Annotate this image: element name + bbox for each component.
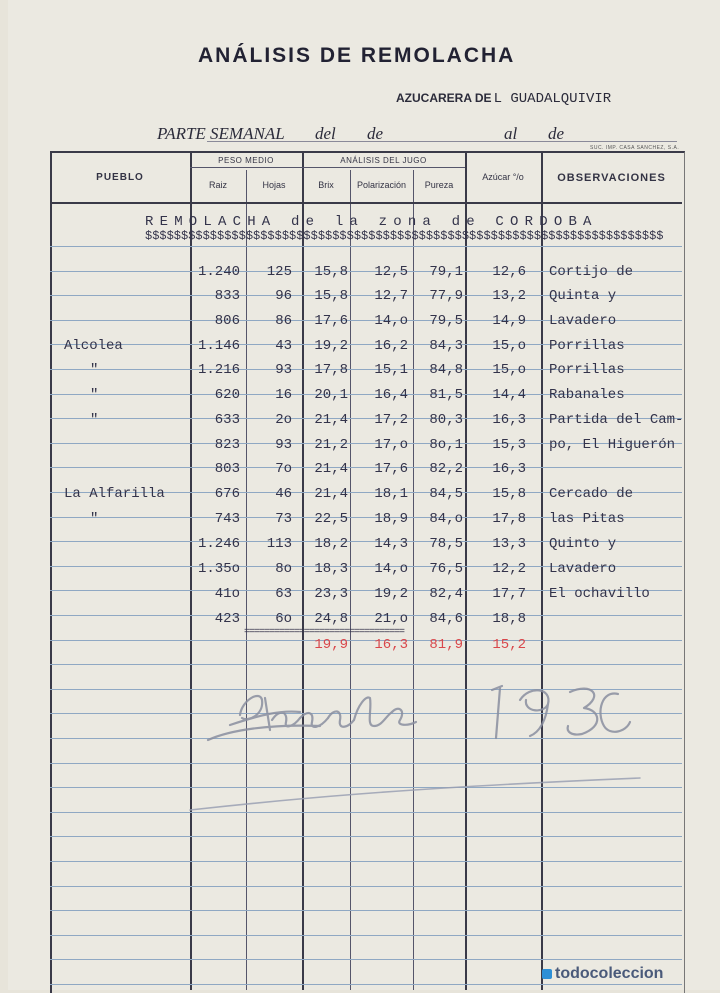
cell-pureza: 79,5 xyxy=(429,313,463,329)
cell-raiz: 620 xyxy=(214,387,240,403)
cell-pureza: 84,5 xyxy=(429,486,463,502)
cell-pureza: 8o,1 xyxy=(429,437,463,453)
header-hojas: Hojas xyxy=(262,180,286,190)
cell-obs: Lavadero xyxy=(549,561,617,577)
cell-pureza: 78,5 xyxy=(429,536,463,552)
parte-del: del xyxy=(315,124,336,143)
cell-polarizacion: 14,o xyxy=(374,561,408,577)
cell-polarizacion: 17,2 xyxy=(374,412,408,428)
cell-obs: las Pitas xyxy=(549,511,625,527)
cell-hojas: 7o xyxy=(275,461,292,477)
company-line xyxy=(396,90,611,107)
cell-hojas: 93 xyxy=(275,362,292,378)
parte-semanal-label: PARTE SEMANAL xyxy=(157,124,285,143)
cell-brix: 18,3 xyxy=(314,561,348,577)
header-observaciones: OBSERVACIONES xyxy=(557,172,666,184)
cell-pureza: 84,6 xyxy=(429,611,463,627)
parte-al: al xyxy=(504,124,518,143)
header-bottom-line xyxy=(50,202,682,204)
parte-de-2: de xyxy=(548,124,565,143)
cell-polarizacion: 21,o xyxy=(374,611,408,627)
cell-polarizacion: 17,6 xyxy=(374,461,408,477)
avg-pureza: 81,9 xyxy=(429,637,463,653)
cell-azucar: 14,9 xyxy=(492,313,526,329)
header-polarizacion: Polarización xyxy=(356,180,407,190)
cell-pureza: 84,3 xyxy=(429,338,463,354)
header-brix: Brix xyxy=(318,180,334,190)
header-peso-medio: PESO MEDIO xyxy=(218,156,274,165)
ruled-line xyxy=(50,935,682,936)
cell-azucar: 18,8 xyxy=(492,611,526,627)
cell-hojas: 73 xyxy=(275,511,292,527)
cell-hojas: 113 xyxy=(266,536,292,552)
cell-raiz: 1.246 xyxy=(197,536,240,552)
cell-azucar: 17,7 xyxy=(492,586,526,602)
cell-raiz: 423 xyxy=(214,611,240,627)
cell-brix: 15,8 xyxy=(314,264,348,280)
col-divider-azucar xyxy=(541,153,543,990)
cell-pueblo: " xyxy=(90,412,99,428)
cell-raiz: 1.240 xyxy=(197,264,240,280)
cell-brix: 22,5 xyxy=(314,511,348,527)
cell-raiz: 803 xyxy=(214,461,240,477)
cell-obs: Quinto y xyxy=(549,536,617,552)
cell-brix: 17,6 xyxy=(314,313,348,329)
cell-brix: 21,4 xyxy=(314,412,348,428)
watermark-text: todocoleccion xyxy=(555,965,664,982)
cell-obs: Cercado de xyxy=(549,486,634,502)
cell-polarizacion: 15,1 xyxy=(374,362,408,378)
ruled-line xyxy=(50,959,682,960)
cell-pueblo: La Alfarilla xyxy=(64,486,165,502)
cell-polarizacion: 14,3 xyxy=(374,536,408,552)
cell-hojas: 8o xyxy=(275,561,292,577)
cell-azucar: 13,3 xyxy=(492,536,526,552)
cell-pureza: 80,3 xyxy=(429,412,463,428)
watermark-mark-icon xyxy=(542,969,552,979)
header-azucar: Azúcar °/o xyxy=(482,172,524,182)
cell-obs: Partida del Cam- xyxy=(549,412,684,428)
cell-polarizacion: 19,2 xyxy=(374,586,408,602)
cell-brix: 21,2 xyxy=(314,437,348,453)
cell-pureza: 76,5 xyxy=(429,561,463,577)
cell-hojas: 46 xyxy=(275,486,292,502)
cell-polarizacion: 12,5 xyxy=(374,264,408,280)
cell-pureza: 81,5 xyxy=(429,387,463,403)
cell-azucar: 16,3 xyxy=(492,461,526,477)
cell-raiz: 1.35o xyxy=(197,561,240,577)
avg-azucar: 15,2 xyxy=(492,637,526,653)
cell-azucar: 15,8 xyxy=(492,486,526,502)
cell-raiz: 633 xyxy=(214,412,240,428)
cell-obs: Porrillas xyxy=(549,362,625,378)
cell-polarizacion: 16,2 xyxy=(374,338,408,354)
watermark-logo xyxy=(542,965,663,983)
cell-pueblo: " xyxy=(90,362,99,378)
cell-brix: 21,4 xyxy=(314,461,348,477)
ruled-line xyxy=(50,984,682,985)
ruled-line xyxy=(50,910,682,911)
cell-azucar: 15,3 xyxy=(492,437,526,453)
header-pureza: Pureza xyxy=(424,180,454,190)
cell-brix: 23,3 xyxy=(314,586,348,602)
cell-raiz: 676 xyxy=(214,486,240,502)
zone-heading: REMOLACHA de la zona de CORDOBA xyxy=(145,214,598,230)
cell-obs: Quinta y xyxy=(549,288,617,304)
cell-hojas: 6o xyxy=(275,611,292,627)
document-title: ANÁLISIS DE REMOLACHA xyxy=(198,44,516,67)
cell-azucar: 16,3 xyxy=(492,412,526,428)
cell-obs: po, El Higuerón xyxy=(549,437,676,453)
cell-azucar: 15,o xyxy=(492,362,526,378)
cell-raiz: 1.146 xyxy=(197,338,240,354)
cell-azucar: 17,8 xyxy=(492,511,526,527)
ruled-line xyxy=(50,246,682,247)
parte-de-1: de xyxy=(367,124,384,143)
cell-pureza: 84,o xyxy=(429,511,463,527)
parte-underline xyxy=(207,141,677,142)
cell-hojas: 93 xyxy=(275,437,292,453)
cell-obs: Rabanales xyxy=(549,387,625,403)
cell-brix: 19,2 xyxy=(314,338,348,354)
cell-hojas: 86 xyxy=(275,313,292,329)
total-separator: ================================ xyxy=(244,627,405,638)
cell-polarizacion: 18,9 xyxy=(374,511,408,527)
cell-pureza: 77,9 xyxy=(429,288,463,304)
cell-azucar: 12,2 xyxy=(492,561,526,577)
cell-hojas: 16 xyxy=(275,387,292,403)
header-analisis-jugo: ANÁLISIS DEL JUGO xyxy=(340,156,427,165)
company-value: L GUADALQUIVIR xyxy=(493,91,612,107)
cell-raiz: 41o xyxy=(214,586,240,602)
cell-obs: El ochavillo xyxy=(549,586,650,602)
ruled-line xyxy=(50,836,682,837)
header-pueblo: PUEBLO xyxy=(96,172,144,183)
cell-pureza: 82,2 xyxy=(429,461,463,477)
cell-brix: 17,8 xyxy=(314,362,348,378)
ruled-line xyxy=(50,861,682,862)
cell-raiz: 1.216 xyxy=(197,362,240,378)
cell-hojas: 43 xyxy=(275,338,292,354)
cell-polarizacion: 14,o xyxy=(374,313,408,329)
cell-brix: 24,8 xyxy=(314,611,348,627)
cell-brix: 21,4 xyxy=(314,486,348,502)
cell-polarizacion: 18,1 xyxy=(374,486,408,502)
cell-pueblo: " xyxy=(90,387,99,403)
avg-brix: 19,9 xyxy=(314,637,348,653)
cell-hojas: 125 xyxy=(266,264,292,280)
cell-azucar: 15,o xyxy=(492,338,526,354)
cell-pueblo: Alcolea xyxy=(64,338,123,354)
ruled-line xyxy=(50,886,682,887)
cell-pueblo: " xyxy=(90,511,99,527)
handwritten-date xyxy=(200,660,640,830)
cell-pureza: 82,4 xyxy=(429,586,463,602)
printer-mark: SUC. IMP. CASA SANCHEZ, S.A. xyxy=(590,145,680,151)
cell-raiz: 806 xyxy=(214,313,240,329)
cell-azucar: 13,2 xyxy=(492,288,526,304)
avg-polarizacion: 16,3 xyxy=(374,637,408,653)
cell-obs: Cortijo de xyxy=(549,264,634,280)
company-label: AZUCARERA DE xyxy=(396,91,492,105)
cell-hojas: 63 xyxy=(275,586,292,602)
cell-polarizacion: 16,4 xyxy=(374,387,408,403)
cell-pureza: 84,8 xyxy=(429,362,463,378)
cell-raiz: 823 xyxy=(214,437,240,453)
cell-brix: 15,8 xyxy=(314,288,348,304)
cell-hojas: 96 xyxy=(275,288,292,304)
cell-obs: Porrillas xyxy=(549,338,625,354)
cell-polarizacion: 12,7 xyxy=(374,288,408,304)
cell-azucar: 14,4 xyxy=(492,387,526,403)
cell-polarizacion: 17,o xyxy=(374,437,408,453)
zone-decoration: $$$$$$$$$$$$$$$$$$$$$$$$$$$$$$$$$$$$$$$$$$$$$$$$$$$$$$$$$$$$$$$$$$$$$$$$ xyxy=(145,229,664,243)
cell-raiz: 833 xyxy=(214,288,240,304)
cell-azucar: 12,6 xyxy=(492,264,526,280)
header-raiz: Raiz xyxy=(208,180,227,190)
cell-brix: 18,2 xyxy=(314,536,348,552)
cell-brix: 20,1 xyxy=(314,387,348,403)
cell-obs: Lavadero xyxy=(549,313,617,329)
cell-raiz: 743 xyxy=(214,511,240,527)
cell-hojas: 2o xyxy=(275,412,292,428)
header-subline xyxy=(190,167,465,168)
cell-pureza: 79,1 xyxy=(429,264,463,280)
